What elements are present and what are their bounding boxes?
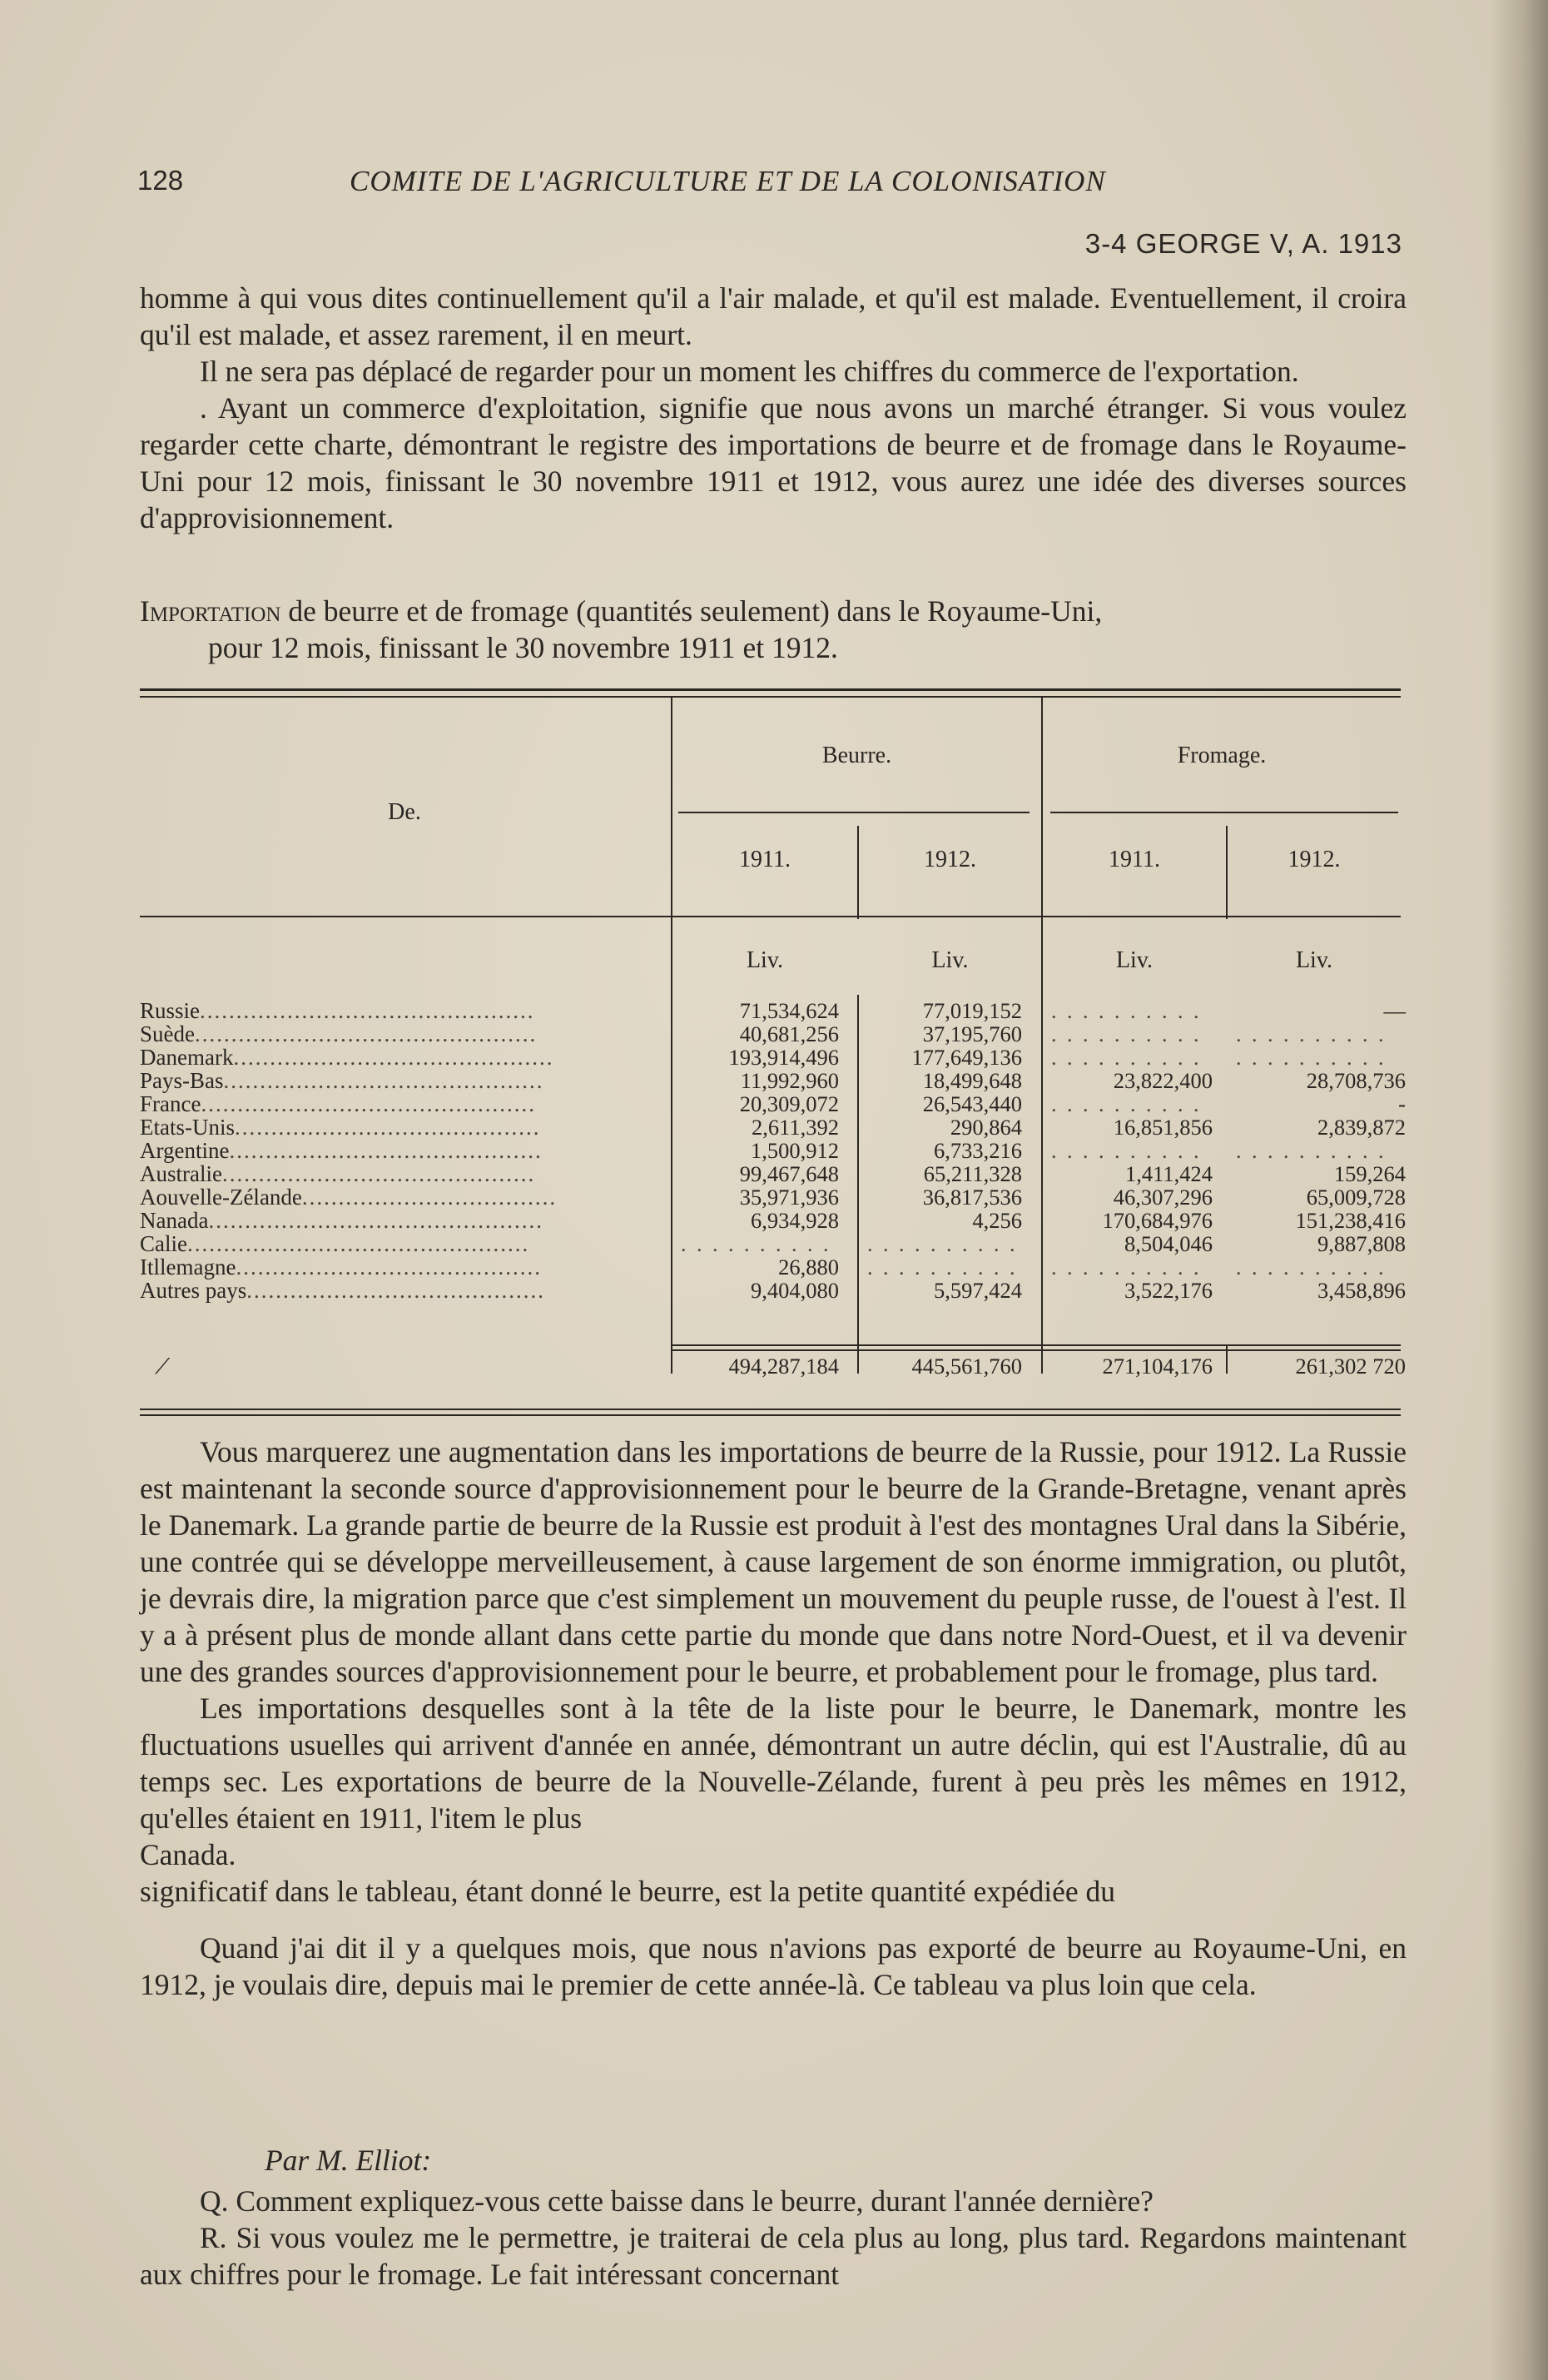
row-label-text: Etats-Unis [140, 1115, 235, 1140]
year-header: 1911. [739, 847, 791, 872]
header-rule [1050, 812, 1398, 813]
table-cell: 290,864 [950, 1115, 1022, 1140]
table-cell: 40,681,256 [739, 1021, 839, 1046]
row-label [140, 1046, 553, 1070]
table-title-lead: Importation [140, 594, 281, 628]
empty-cell-dots: . . . . . . . . . . [1236, 1139, 1387, 1163]
table-title [140, 593, 1413, 666]
leader-dots: ................................... [301, 1185, 558, 1210]
table-cell: 6,733,216 [934, 1138, 1022, 1163]
unit-label: Liv. [1115, 947, 1154, 973]
totals-rule [672, 1344, 1401, 1346]
table-cell: 6,934,928 [751, 1208, 839, 1233]
row-label-text: Danemark [140, 1045, 234, 1070]
row-label [140, 1092, 536, 1116]
total-cell: 271,104,176 [1102, 1354, 1213, 1379]
row-label-text: Russie [140, 998, 201, 1023]
leader-dots: .............................................. [200, 998, 535, 1023]
table-cell: 9,887,808 [1317, 1231, 1406, 1256]
table-cell: 2,839,872 [1317, 1115, 1406, 1140]
session-label: 3-4 GEORGE V, A. 1913 [1084, 228, 1402, 259]
row-label [140, 1279, 545, 1303]
table-cell: 23,822,400 [1113, 1068, 1213, 1093]
paragraph: homme à qui vous dites continuellement qu'il a l'air malade, et qu'il est malade. Eventuellement, il croira qu'il est malade, et assez rarement, il en meurt. [140, 281, 1407, 351]
total-cell: 261,302 720 [1295, 1354, 1406, 1379]
table-cell: - [1398, 1091, 1406, 1116]
answer: R. Si vous voulez me le permettre, je traiterai de cela plus au long, plus tard. Regardons maintenant aux chiffres pour le fromage. Le fait intéressant concernant [140, 2221, 1407, 2291]
table-cell: 5,597,424 [934, 1278, 1022, 1303]
paragraph: . Ayant un commerce d'exploitation, signifie que nous avons un marché étranger. Si vous voulez regarder cette charte, démontrant le registre des importations de beurre et de fromage dans le Royaume-Uni pour 12 mois, finissant le 30 novembre 1911 et 1912, vous aurez une idée des diverses sources d'approvisionnement. [140, 391, 1407, 534]
question: Q. Comment expliquez-vous cette baisse dans le beurre, durant l'année dernière? [200, 2184, 1154, 2218]
row-label [140, 1069, 544, 1093]
intro-text [140, 280, 1407, 536]
table-cell: 20,309,072 [739, 1091, 839, 1116]
row-label [140, 1162, 535, 1186]
table-cell: 37,195,760 [922, 1021, 1022, 1046]
paragraph: Il ne sera pas déplacé de regarder pour un moment les chiffres du commerce de l'exportation. [200, 355, 1299, 388]
table-cell: 65,211,328 [923, 1161, 1022, 1186]
table-cell: 99,467,648 [739, 1161, 839, 1186]
row-label-text: Calie [140, 1231, 187, 1256]
row-label [140, 1255, 542, 1279]
leader-dots: ............................................... [186, 1231, 530, 1256]
leader-dots: ............................................ [223, 1068, 544, 1093]
leader-dots: ........................................... [221, 1161, 536, 1186]
table-top-rule [140, 688, 1401, 691]
page-edge-shadow [1490, 0, 1548, 2380]
leader-dots: .............................................. [201, 1091, 536, 1116]
speaker-label: Par M. Elliot: [265, 2144, 432, 2177]
table-cell: 1,500,912 [751, 1138, 839, 1163]
column-header-cheese: Fromage. [1177, 743, 1267, 768]
row-label-text: Argentine [140, 1138, 230, 1163]
total-cell: 445,561,760 [911, 1354, 1022, 1379]
paragraph: Les importations desquelles sont à la tête de la liste pour le beurre, le Danemark, montre les fluctuations usuelles qui arrivent d'année en année, démontrant un autre déclin, qui est l'Australie, dû au temps sec. Les exportations de beurre de la Nouvelle-Zélande, furent à peu près les mêmes en 1912, qu'elles étaient en 1911, l'item le plus [140, 1692, 1407, 1835]
empty-cell-dots: . . . . . . . . . . [1236, 1022, 1387, 1046]
table-cell: 177,649,136 [911, 1045, 1022, 1070]
leader-dots: .......................................... [236, 1255, 542, 1279]
table-cell: 77,019,152 [922, 998, 1022, 1023]
paragraph: Canada. [140, 1838, 236, 1871]
year-header: 1911. [1109, 847, 1160, 872]
paragraph: Quand j'ai dit il y a quelques mois, que nous n'avions pas exporté de beurre au Royaume-Uni, en 1912, je voulais dire, depuis mai le premier de cette année-là. Ce tableau va plus loin que cela. [140, 1931, 1407, 2001]
row-label [140, 1022, 537, 1046]
empty-cell-dots: . . . . . . . . . . [1051, 1092, 1202, 1116]
unit-label: Liv. [931, 947, 969, 973]
total-cell: 494,287,184 [728, 1354, 839, 1379]
table-cell: 159,264 [1333, 1161, 1406, 1186]
table-cell: 3,522,176 [1124, 1278, 1213, 1303]
page-number: 128 [137, 165, 184, 196]
table-cell: 1,411,424 [1124, 1161, 1213, 1186]
totals-rule-inner [672, 1349, 1401, 1351]
table-title-text: de beurre et de fromage (quantités seulement) dans le Royaume-Uni, [280, 594, 1103, 628]
running-title: COMITE DE L'AGRICULTURE ET DE LA COLONISATION [350, 165, 1106, 197]
year-header: 1912. [924, 847, 976, 872]
row-label-text: Suède [140, 1021, 195, 1046]
table-cell: 2,611,392 [751, 1115, 839, 1140]
table-cell: 18,499,648 [922, 1068, 1022, 1093]
table-cell: 28,708,736 [1306, 1068, 1406, 1093]
paragraph: Vous marquerez une augmentation dans les importations de beurre de la Russie, pour 1912. La Russie est maintenant la seconde source d'approvisionnement pour le beurre de la Grande-Bretagne, venant après le Danemark. La grande partie de beurre de la Russie est produit à l'est des montagnes Ural dans la Sibérie, une contrée qui se développe merveilleusement, à cause largement de son énorme immigration, ou plutôt, je devrais dire, la migration parce que c'est simplement un mouvement du peuple russe, de l'ouest à l'est. Il y a à présent plus de monde allant dans cette partie du monde que dans notre Nord-Ouest, et il va devenir une des grandes sources d'approvisionnement pour le beurre, et probablement pour le fromage, plus tard. [140, 1435, 1407, 1688]
table-cell: 35,971,936 [739, 1185, 839, 1210]
row-label [140, 1115, 541, 1140]
leader-dots: .............................................. [208, 1208, 543, 1233]
year-header: 1912. [1288, 847, 1341, 872]
leader-dots: .......................................... [235, 1115, 541, 1140]
row-label-text: Australie [140, 1161, 222, 1186]
header-rule [678, 812, 1030, 813]
row-label-text: France [140, 1091, 201, 1116]
column-header-butter: Beurre. [821, 743, 892, 768]
table-bottom-rule-inner [140, 1414, 1401, 1416]
unit-label: Liv. [746, 947, 784, 973]
column-header-from: De. [388, 799, 421, 825]
row-label-text: Pays-Bas [140, 1068, 224, 1093]
header-bottom-rule [140, 916, 1401, 917]
empty-cell-dots: . . . . . . . . . . [1236, 1255, 1387, 1279]
table-top-rule-inner [140, 696, 1401, 698]
table-cell: 4,256 [972, 1208, 1022, 1233]
table-cell: 3,458,896 [1317, 1278, 1406, 1303]
leader-dots: ......................................... [246, 1278, 545, 1303]
qa-text [140, 2183, 1407, 2293]
empty-cell-dots: . . . . . . . . . . [1051, 1022, 1202, 1046]
row-label [140, 1139, 543, 1163]
row-label [140, 1209, 543, 1233]
empty-cell-dots: . . . . . . . . . . [867, 1232, 1018, 1256]
empty-cell-dots: . . . . . . . . . . [1051, 1139, 1202, 1163]
table-cell: 71,534,624 [739, 998, 839, 1023]
row-label-text: Nanada [140, 1208, 209, 1233]
table-cell: 193,914,496 [728, 1045, 839, 1070]
table-cell: 151,238,416 [1295, 1208, 1406, 1233]
unit-label: Liv. [1295, 947, 1333, 973]
page-header [137, 165, 1402, 259]
empty-cell-dots: . . . . . . . . . . [867, 1255, 1018, 1279]
empty-cell-dots: . . . . . . . . . . [1051, 1255, 1202, 1279]
table-cell: 8,504,046 [1124, 1231, 1213, 1256]
tick-mark: ⟋ [155, 1354, 171, 1379]
table-cell: 65,009,728 [1306, 1185, 1406, 1210]
table-cell: 170,684,976 [1102, 1208, 1213, 1233]
row-label [140, 1185, 557, 1210]
table-cell: 26,543,440 [922, 1091, 1022, 1116]
row-label [140, 999, 535, 1023]
empty-cell-dots: . . . . . . . . . . [1236, 1046, 1387, 1070]
table-cell: 16,851,856 [1113, 1115, 1213, 1140]
empty-cell-dots: . . . . . . . . . . [1051, 1046, 1202, 1070]
table-title-line2: pour 12 mois, finissant le 30 novembre 1911 et 1912. [208, 631, 838, 664]
row-label-text: Itllemagne [140, 1255, 236, 1279]
leader-dots: ............................................... [194, 1021, 538, 1046]
row-label-text: Autres pays [140, 1278, 247, 1303]
table-cell: 26,880 [778, 1255, 839, 1279]
table-cell: — [1383, 998, 1406, 1023]
empty-cell-dots: . . . . . . . . . . [681, 1232, 831, 1256]
row-label-text: Aouvelle-Zélande [140, 1185, 302, 1210]
row-label [140, 1232, 529, 1256]
leader-dots: ............................................ [233, 1045, 554, 1070]
table-cell: 9,404,080 [751, 1278, 839, 1303]
table-cell: 46,307,296 [1113, 1185, 1213, 1210]
body-text [140, 1433, 1407, 2003]
column-divider [1041, 698, 1043, 1374]
table-bottom-rule [140, 1409, 1401, 1410]
table-cell: 11,992,960 [740, 1068, 839, 1093]
paragraph: significatif dans le tableau, étant donné le beurre, est la petite quantité expédiée du [140, 1875, 1116, 1908]
table-cell: 36,817,536 [922, 1185, 1022, 1210]
empty-cell-dots: . . . . . . . . . . [1051, 999, 1202, 1023]
leader-dots: ........................................... [229, 1138, 543, 1163]
